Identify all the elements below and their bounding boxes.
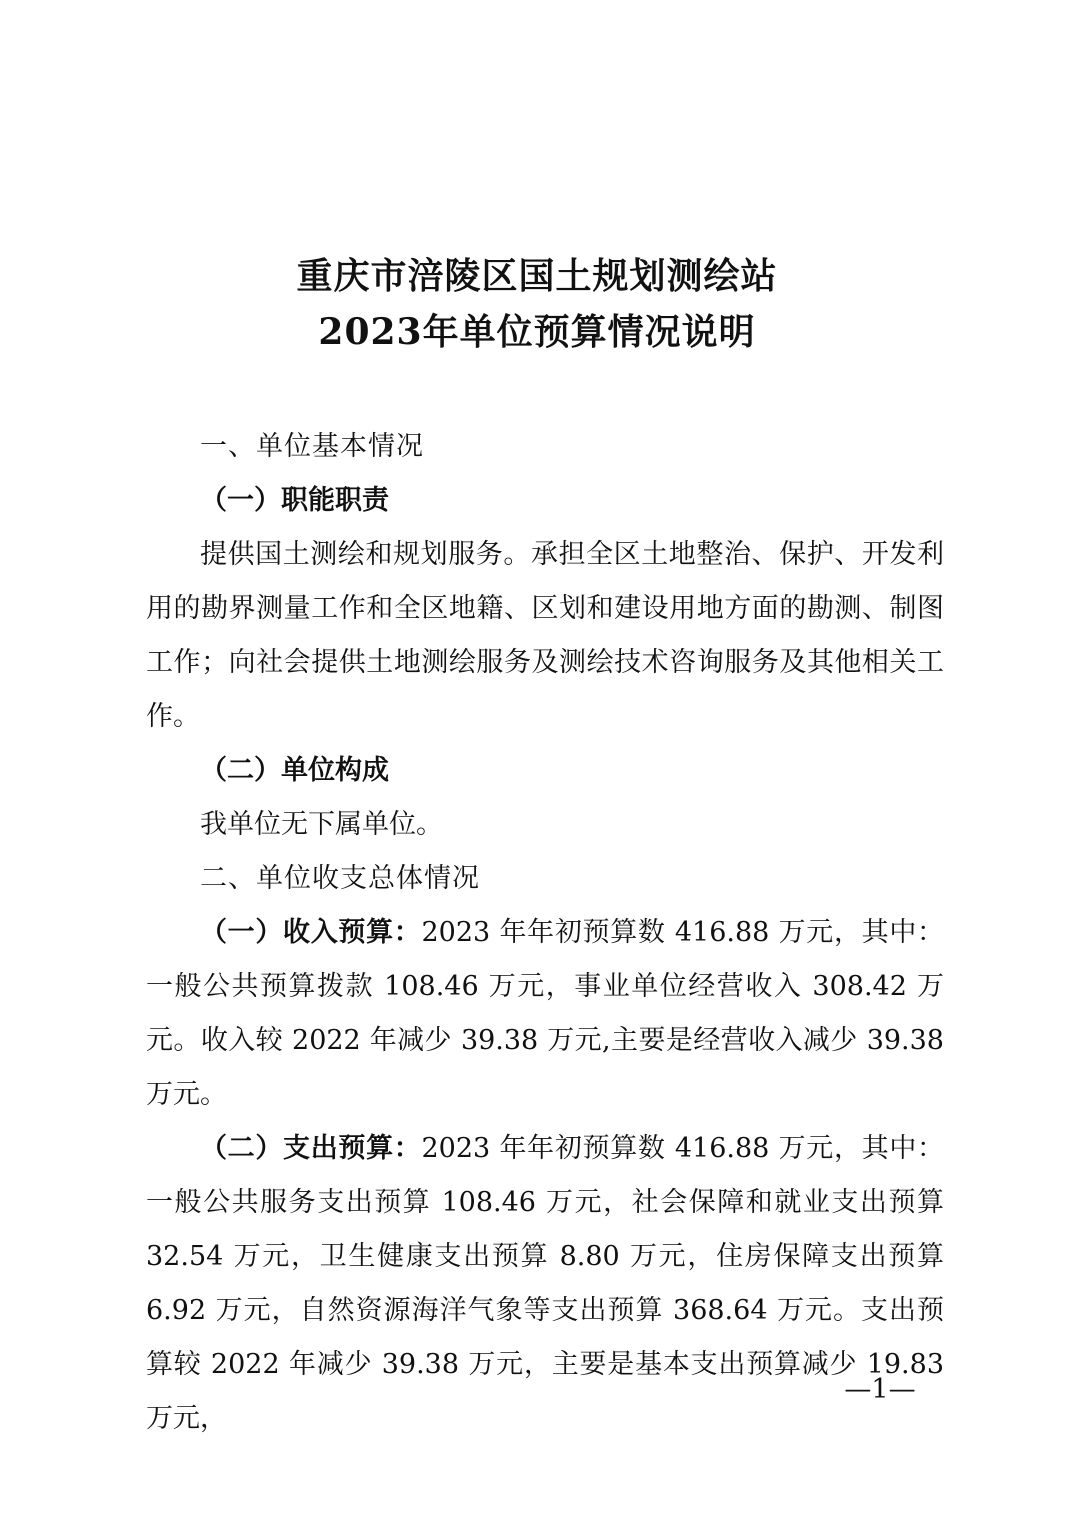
section-2-2-lead: （二）支出预算： [200, 1133, 422, 1164]
section-1-1-paragraph: 提供国土测绘和规划服务。承担全区土地整治、保护、开发利用的勘界测量工作和全区地籍、区划和建设用地方面的勘测、制图工作；向社会提供土地测绘服务及测绘技术咨询服务及其他相关工作。 [146, 539, 944, 732]
section-2-heading: 二、单位收支总体情况 [200, 863, 480, 894]
section-2-2-text: 2023 年年初预算数 416.88 万元，其中：一般公共服务支出预算 108.46 万元，社会保障和就业支出预算 32.54 万元，卫生健康支出预算 8.80 万元，住房保障支出预算 6.92 万元，自然资源海洋气象等支出预算 368.64 万元。支出预算较 2022 年减少 39.38 万元，主要是基本支出预算减少 19.83 万元， [146, 1133, 945, 1434]
section-1-1-heading: （一）职能职责 [200, 485, 389, 516]
section-1-2-heading: （二）单位构成 [200, 755, 389, 786]
section-2-2-paragraph [146, 1122, 944, 1446]
title-line-1: 重庆市涪陵区国土规划测绘站 [296, 255, 778, 297]
section-2-1-lead: （一）收入预算： [200, 917, 422, 948]
section-1-heading: 一、单位基本情况 [200, 431, 424, 462]
page-number: —1— [844, 1374, 916, 1405]
title-line-2: 2023年单位预算情况说明 [318, 311, 756, 353]
document-title [0, 248, 1074, 360]
section-2-1-paragraph [146, 906, 944, 1122]
section-1-2-paragraph: 我单位无下属单位。 [200, 809, 443, 840]
section-2-1-text: 2023 年年初预算数 416.88 万元，其中：一般公共预算拨款 108.46 万元，事业单位经营收入 308.42 万元。收入较 2022 年减少 39.38 万元,主要是经营收入减少 39.38 万元。 [146, 917, 945, 1110]
document-body [146, 420, 944, 1446]
